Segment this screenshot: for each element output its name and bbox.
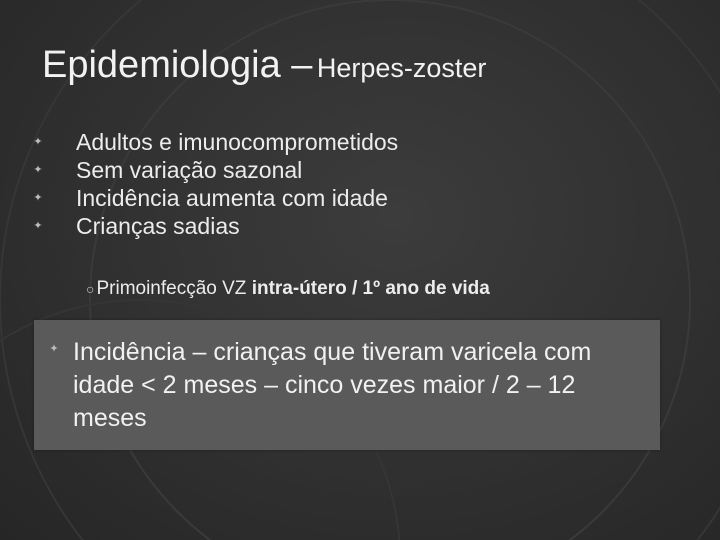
- star-bullet-icon: ✦: [33, 220, 43, 232]
- bullet-list: [30, 128, 398, 240]
- star-bullet-icon: ✦: [49, 343, 59, 355]
- sub-bullet-bold: intra-útero / 1º ano de vida: [251, 278, 490, 299]
- sub-bullet: [86, 278, 490, 300]
- title-main: Epidemiologia –: [42, 44, 313, 86]
- star-bullet-icon: ✦: [33, 136, 43, 148]
- highlight-text: Incidência – crianças que tiveram varicela com idade < 2 meses – cinco vezes maior / 2 – 12 meses: [73, 338, 592, 432]
- bullet-text: Incidência aumenta com idade: [76, 185, 388, 211]
- list-item: [30, 212, 398, 240]
- highlight-box: [34, 320, 660, 450]
- circle-bullet-icon: ○: [86, 281, 95, 297]
- star-bullet-icon: ✦: [33, 164, 43, 176]
- star-bullet-icon: ✦: [33, 192, 43, 204]
- bullet-text: Sem variação sazonal: [76, 157, 303, 183]
- bullet-text: Crianças sadias: [76, 213, 240, 239]
- list-item: [30, 128, 398, 156]
- sub-bullet-regular: Primoinfecção VZ: [96, 278, 252, 299]
- bullet-text: Adultos e imunocomprometidos: [76, 129, 399, 155]
- title-sub: Herpes-zoster: [316, 53, 487, 83]
- slide-title: [42, 46, 486, 84]
- list-item: [30, 156, 398, 184]
- list-item: [30, 184, 398, 212]
